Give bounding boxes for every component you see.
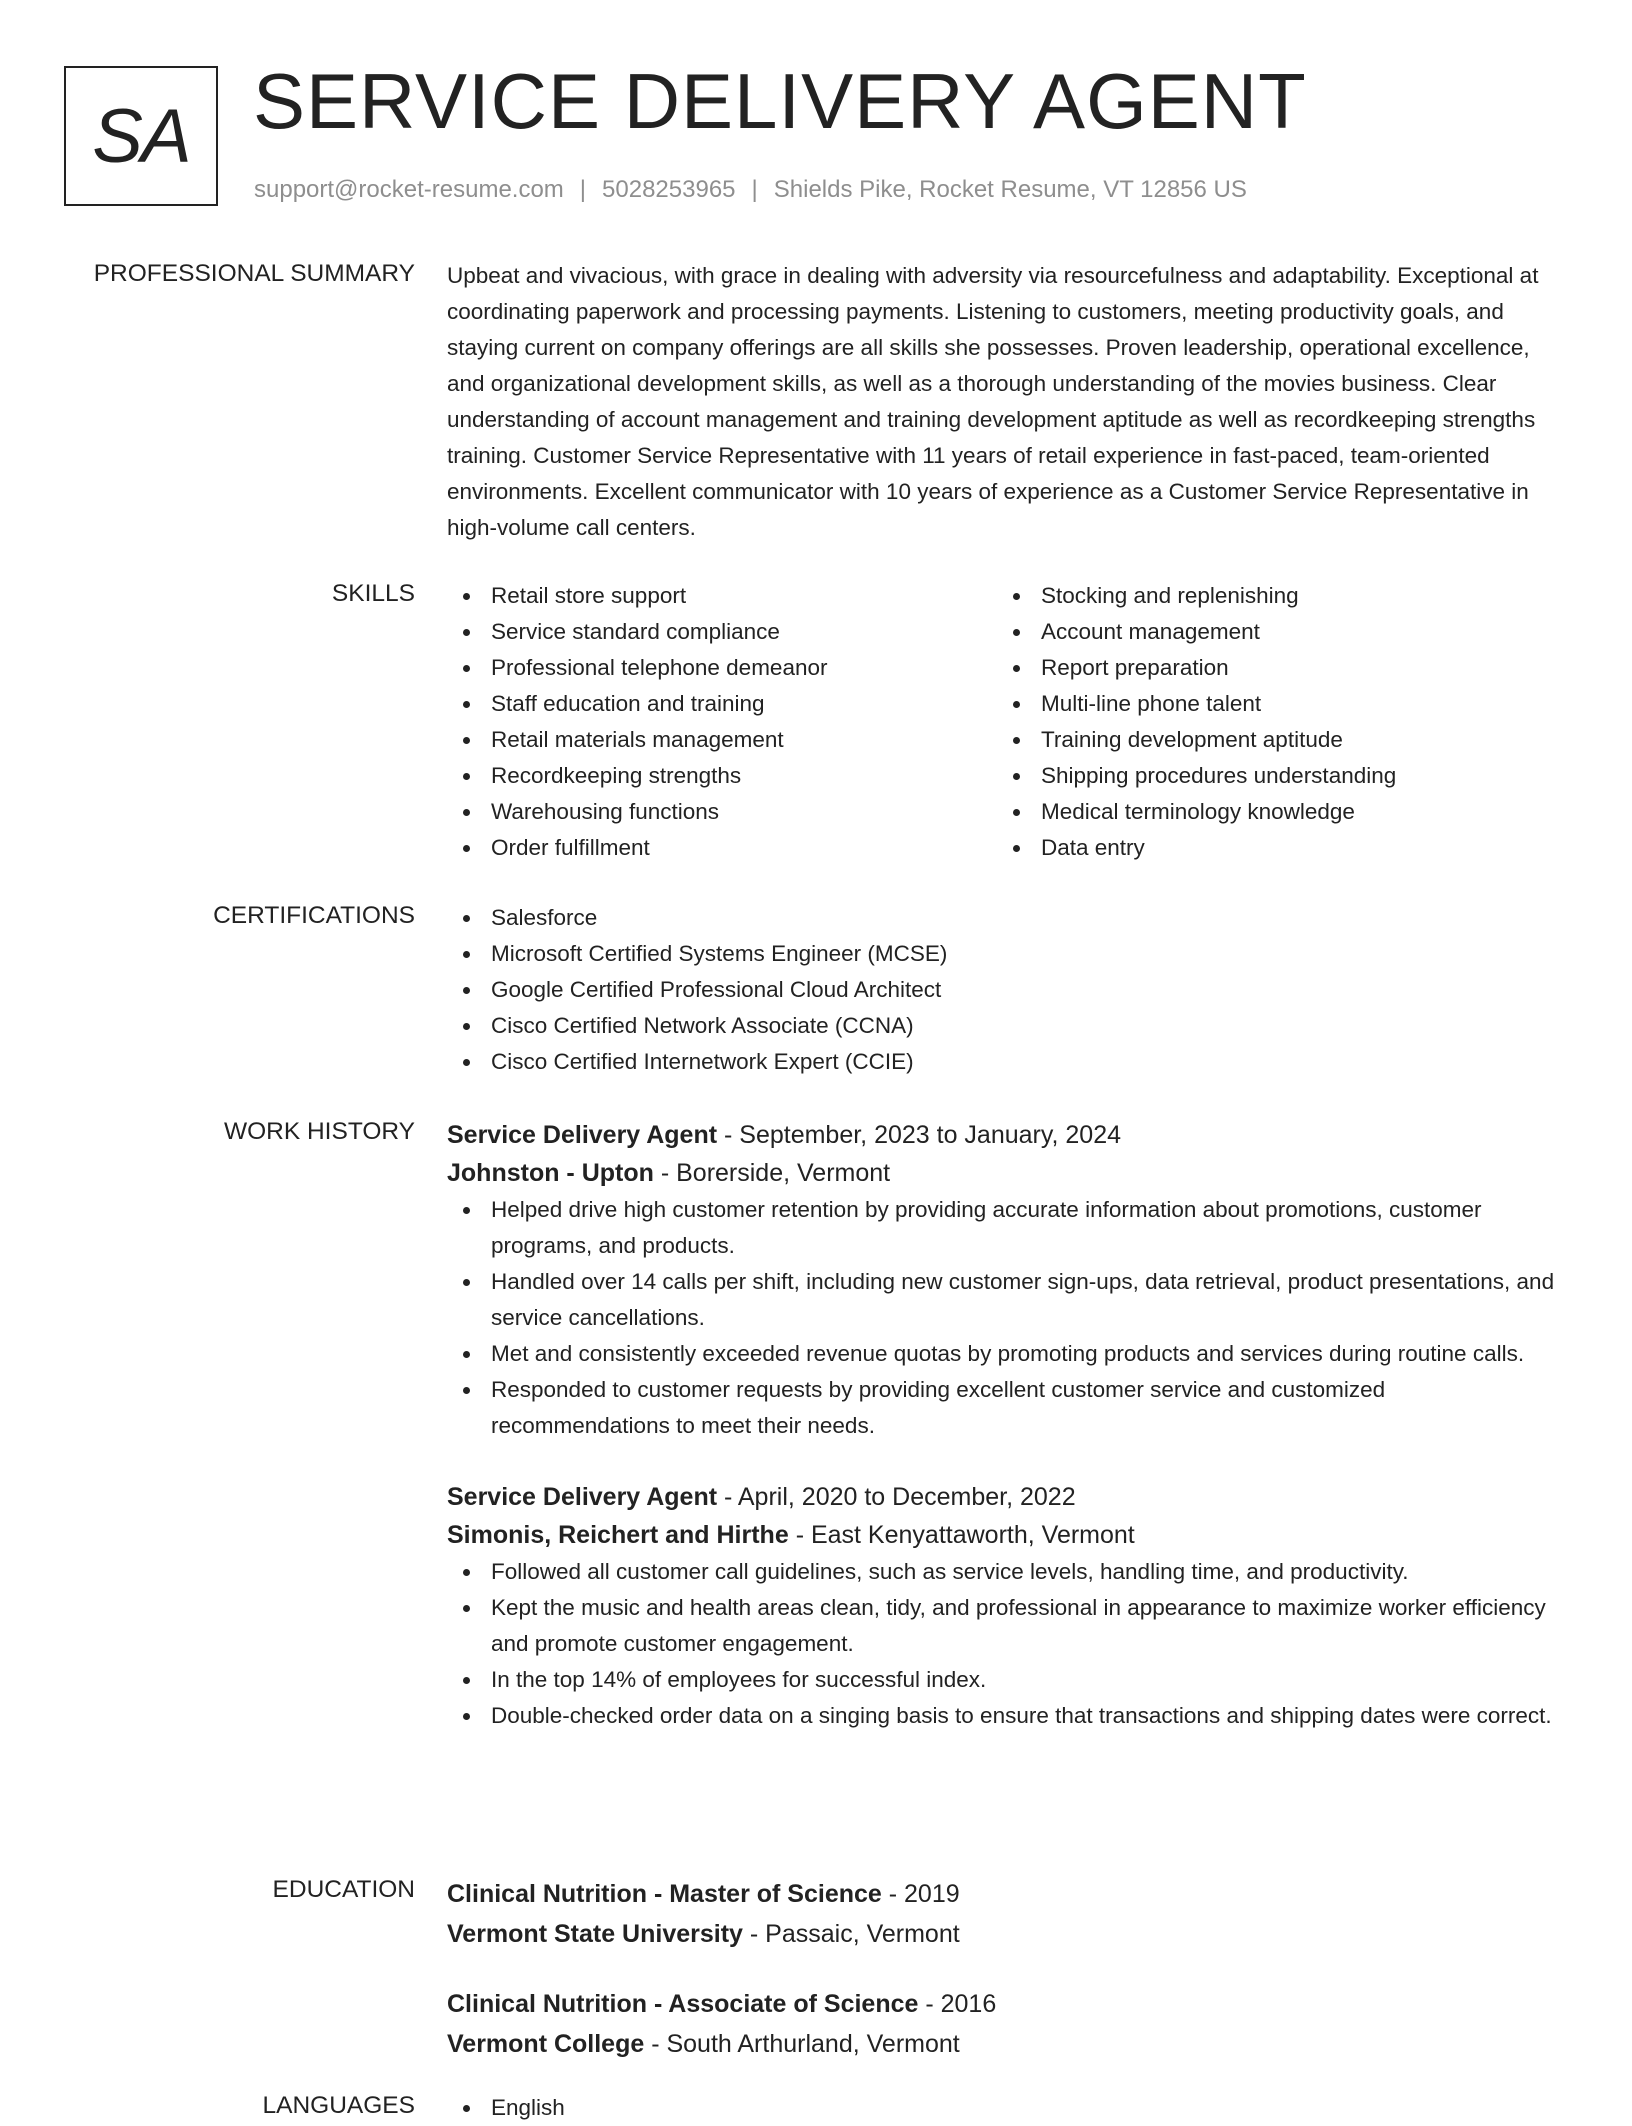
contact-phone[interactable]: 5028253965 bbox=[602, 176, 736, 203]
degree-line bbox=[447, 1984, 1567, 2024]
contact-separator: | bbox=[579, 176, 587, 203]
job-company-line bbox=[447, 1516, 1567, 1554]
job-responsibilities bbox=[447, 1554, 1567, 1734]
skill-item: Retail materials management bbox=[447, 722, 987, 758]
skill-item: Account management bbox=[997, 614, 1557, 650]
school-line bbox=[447, 1914, 1567, 1954]
skills-column-2 bbox=[997, 578, 1557, 866]
job-company: Johnston - Upton bbox=[447, 1159, 654, 1187]
job-company-line bbox=[447, 1154, 1567, 1192]
degree-line bbox=[447, 1874, 1567, 1914]
certification-item: Cisco Certified Network Associate (CCNA) bbox=[447, 1008, 1567, 1044]
monogram-logo: SA bbox=[64, 66, 218, 206]
languages-list bbox=[447, 2090, 1567, 2126]
skill-item: Staff education and training bbox=[447, 686, 987, 722]
responsibility-item: Handled over 14 calls per shift, including new customer sign-ups, data retrieval, product presentations, and service cancellations. bbox=[447, 1264, 1567, 1336]
school: Vermont College bbox=[447, 2030, 645, 2058]
contact-separator: | bbox=[751, 176, 758, 203]
skill-item: Warehousing functions bbox=[447, 794, 987, 830]
job-entry bbox=[447, 1116, 1567, 1444]
responsibility-item: Followed all customer call guidelines, such as service levels, handling time, and productivity. bbox=[447, 1554, 1567, 1590]
skill-item: Professional telephone demeanor bbox=[447, 650, 987, 686]
school: Vermont State University bbox=[447, 1920, 743, 1948]
job-location: - Borerside, Vermont bbox=[653, 1159, 891, 1187]
certification-item: Salesforce bbox=[447, 900, 1567, 936]
responsibility-item: Responded to customer requests by providing excellent customer service and customized recommendations to meet their needs. bbox=[447, 1372, 1567, 1444]
certification-item: Google Certified Professional Cloud Architect bbox=[447, 972, 1567, 1008]
section-label-education: EDUCATION bbox=[272, 1876, 415, 1903]
skill-item: Recordkeeping strengths bbox=[447, 758, 987, 794]
section-label-skills: SKILLS bbox=[331, 580, 415, 607]
contact-line bbox=[254, 174, 1247, 206]
degree-year: - 2016 bbox=[918, 1990, 997, 2018]
responsibility-item: Helped drive high customer retention by providing accurate information about promotions, customer programs, and products. bbox=[447, 1192, 1567, 1264]
education-entry bbox=[447, 1874, 1567, 1954]
skill-item: Data entry bbox=[997, 830, 1557, 866]
work-history-body bbox=[447, 1116, 1567, 1734]
responsibility-item: Kept the music and health areas clean, tidy, and professional in appearance to maximize worker efficiency and promote customer engagement. bbox=[447, 1590, 1567, 1662]
school-location: - South Arthurland, Vermont bbox=[644, 2030, 960, 2058]
skill-item: Stocking and replenishing bbox=[997, 578, 1557, 614]
school-location: - Passaic, Vermont bbox=[742, 1920, 960, 1948]
education-body bbox=[447, 1874, 1567, 2064]
skill-item: Report preparation bbox=[997, 650, 1557, 686]
contact-email[interactable]: support@rocket-resume.com bbox=[254, 176, 564, 203]
candidate-name: SERVICE DELIVERY AGENT bbox=[253, 57, 1307, 145]
job-dates: - September, 2023 to January, 2024 bbox=[717, 1121, 1122, 1149]
certification-item: Cisco Certified Internetwork Expert (CCIE) bbox=[447, 1044, 1567, 1080]
skills-column-1 bbox=[447, 578, 987, 866]
section-label-work-history: WORK HISTORY bbox=[223, 1118, 415, 1145]
job-title: Service Delivery Agent bbox=[447, 1483, 718, 1511]
responsibility-item: In the top 14% of employees for successful index. bbox=[447, 1662, 1567, 1698]
skill-item: Multi-line phone talent bbox=[997, 686, 1557, 722]
skill-item: Training development aptitude bbox=[997, 722, 1557, 758]
contact-address: Shields Pike, Rocket Resume, VT 12856 US bbox=[773, 176, 1247, 203]
degree-year: - 2019 bbox=[881, 1880, 960, 1908]
certification-item: Microsoft Certified Systems Engineer (MCSE) bbox=[447, 936, 1567, 972]
skill-item: Order fulfillment bbox=[447, 830, 987, 866]
language-item: English bbox=[447, 2090, 1567, 2126]
job-title: Service Delivery Agent bbox=[447, 1121, 718, 1149]
degree: Clinical Nutrition - Associate of Science bbox=[447, 1990, 919, 2018]
school-line bbox=[447, 2024, 1567, 2064]
responsibility-item: Met and consistently exceeded revenue quotas by promoting products and services during routine calls. bbox=[447, 1336, 1567, 1372]
skill-item: Retail store support bbox=[447, 578, 987, 614]
job-location: - East Kenyattaworth, Vermont bbox=[788, 1521, 1135, 1549]
job-title-line bbox=[447, 1478, 1567, 1516]
job-dates: - April, 2020 to December, 2022 bbox=[717, 1483, 1076, 1511]
certifications-list bbox=[447, 900, 1567, 1080]
job-responsibilities bbox=[447, 1192, 1567, 1444]
job-company: Simonis, Reichert and Hirthe bbox=[447, 1521, 789, 1549]
summary-text: Upbeat and vivacious, with grace in dealing with adversity via resourcefulness and adaptability. Exceptional at coordinating paperwork and processing payments. Listening to customers, meeting productivity goals, and staying current on company offerings are all skills she possesses. Proven leadership, operational excellence, and organizational development skills, as well as a thorough understanding of the movies business. Clear understanding of account management and training development aptitude as well as recordkeeping strengths training. Customer Service Representative with 11 years of retail experience in fast-paced, team-oriented environments. Excellent communicator with 10 years of experience as a Customer Service Representative in high-volume call centers. bbox=[447, 263, 1539, 540]
skill-item: Medical terminology knowledge bbox=[997, 794, 1557, 830]
skill-item: Shipping procedures understanding bbox=[997, 758, 1557, 794]
job-entry bbox=[447, 1478, 1567, 1734]
skill-item: Service standard compliance bbox=[447, 614, 987, 650]
section-label-certifications: CERTIFICATIONS bbox=[213, 902, 415, 929]
degree: Clinical Nutrition - Master of Science bbox=[447, 1880, 882, 1908]
section-label-summary: PROFESSIONAL SUMMARY bbox=[93, 260, 415, 287]
education-entry bbox=[447, 1984, 1567, 2064]
section-label-languages: LANGUAGES bbox=[262, 2092, 415, 2119]
responsibility-item: Double-checked order data on a singing basis to ensure that transactions and shipping dates were correct. bbox=[447, 1698, 1567, 1734]
job-title-line bbox=[447, 1116, 1567, 1154]
